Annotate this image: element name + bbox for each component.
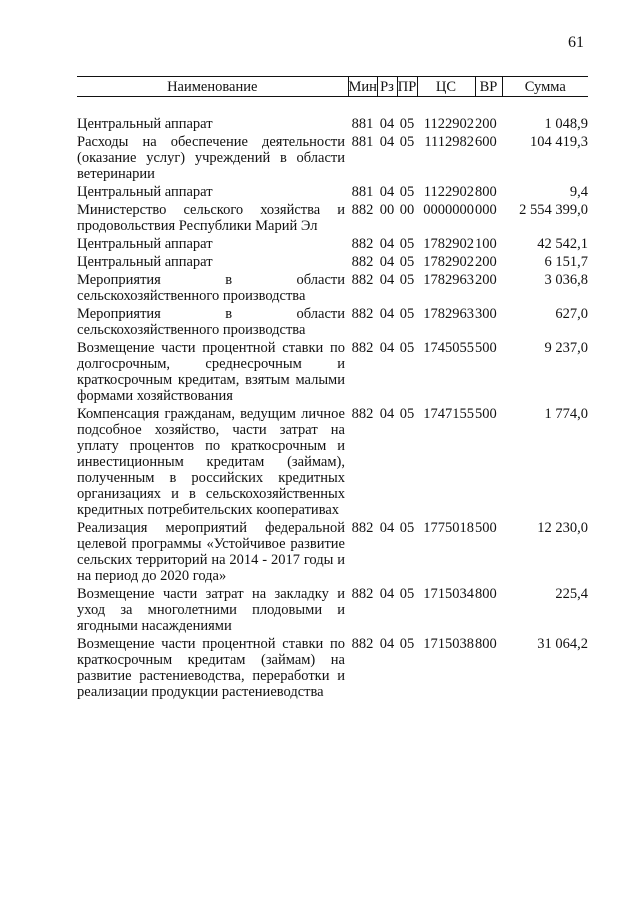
cell-name: Компенсация гражданам, ведущим личное подсобное хозяйство, части затрат на уплату процентов по краткосрочным и инвестиционным кредитам (займам), полученным в российских кредитных организациях и в сельскохозяйственных кредитных потребительских кооперативах (77, 406, 345, 518)
cell-rz: 04 (379, 236, 395, 252)
cell-name: Расходы на обеспечение деятельности (оказание услуг) учреждений в области ветеринарии (77, 134, 345, 182)
cell-min: 882 (351, 272, 374, 288)
table-row (77, 306, 588, 340)
cell-min: 881 (351, 184, 374, 200)
cell-min: 882 (351, 520, 374, 536)
cell-name: Мероприятия в области сельскохозяйственного производства (77, 272, 345, 304)
column-header-rz: Рз (377, 77, 397, 97)
cell-vr: 800 (475, 586, 497, 602)
cell-cs: 1715038 (423, 636, 474, 652)
table-row (77, 636, 588, 702)
cell-name: Центральный аппарат (77, 184, 213, 200)
cell-sum: 31 064,2 (537, 636, 588, 652)
cell-pr: 00 (399, 202, 415, 218)
cell-vr: 800 (475, 184, 497, 200)
cell-rz: 04 (379, 520, 395, 536)
cell-min: 882 (351, 340, 374, 356)
cell-sum: 627,0 (555, 306, 588, 322)
cell-sum: 225,4 (555, 586, 588, 602)
cell-rz: 04 (379, 254, 395, 270)
cell-pr: 05 (399, 340, 415, 356)
table-row (77, 272, 588, 306)
page-number: 61 (568, 34, 584, 51)
column-header-pr: ПР (397, 78, 417, 95)
cell-vr: 300 (475, 306, 497, 322)
cell-pr: 05 (399, 184, 415, 200)
cell-name: Центральный аппарат (77, 236, 213, 252)
cell-rz: 04 (379, 184, 395, 200)
cell-sum: 9 237,0 (544, 340, 588, 356)
cell-min: 882 (351, 306, 374, 322)
cell-vr: 800 (475, 636, 497, 652)
cell-cs: 1112982 (424, 134, 474, 150)
cell-min: 881 (351, 116, 374, 132)
cell-pr: 05 (399, 134, 415, 150)
cell-name: Возмещение части затрат на закладку и уход за многолетними плодовыми и ягодными насаждениями (77, 586, 345, 634)
cell-rz: 04 (379, 116, 395, 132)
cell-vr: 500 (475, 406, 497, 422)
table-row (77, 520, 588, 586)
cell-pr: 05 (399, 116, 415, 132)
table-row (77, 340, 588, 406)
cell-pr: 05 (399, 306, 415, 322)
budget-table (77, 76, 588, 702)
cell-name: Мероприятия в области сельскохозяйственного производства (77, 306, 345, 338)
cell-sum: 2 554 399,0 (519, 202, 588, 218)
cell-vr: 200 (475, 272, 497, 288)
cell-vr: 600 (475, 134, 497, 150)
cell-min: 882 (351, 202, 374, 218)
table-row (77, 406, 588, 520)
cell-rz: 04 (379, 340, 395, 356)
cell-cs: 1122902 (423, 184, 474, 200)
cell-vr: 200 (475, 254, 497, 270)
cell-cs: 1745055 (423, 340, 474, 356)
cell-min: 882 (351, 586, 374, 602)
cell-pr: 05 (399, 272, 415, 288)
cell-pr: 05 (399, 406, 415, 422)
cell-pr: 05 (399, 236, 415, 252)
cell-min: 881 (351, 134, 374, 150)
cell-cs: 1782963 (423, 272, 474, 288)
table-header-row (77, 77, 588, 97)
cell-min: 882 (351, 406, 374, 422)
cell-cs: 1782902 (423, 254, 474, 270)
column-header-vr: ВР (475, 77, 502, 97)
cell-cs: 1747155 (423, 406, 474, 422)
column-header-sum: Сумма (502, 77, 588, 97)
cell-pr: 05 (399, 254, 415, 270)
cell-vr: 000 (475, 202, 497, 218)
cell-cs: 1782902 (423, 236, 474, 252)
table-row (77, 254, 588, 272)
table-row (77, 184, 588, 202)
column-header-name: Наименование (77, 77, 348, 97)
cell-rz: 04 (379, 306, 395, 322)
cell-name: Возмещение части процентной ставки по долгосрочным, среднесрочным и краткосрочным кредитам, взятым малыми формами хозяйствования (77, 340, 345, 404)
table-row (77, 134, 588, 184)
cell-sum: 3 036,8 (544, 272, 588, 288)
cell-min: 882 (351, 236, 374, 252)
cell-sum: 6 151,7 (544, 254, 588, 270)
cell-name: Возмещение части процентной ставки по краткосрочным кредитам (займам) на развитие растениеводства, переработки и реализации продукции растениеводства (77, 636, 345, 700)
cell-rz: 04 (379, 406, 395, 422)
cell-name: Центральный аппарат (77, 116, 213, 132)
cell-sum: 42 542,1 (537, 236, 588, 252)
cell-pr: 05 (399, 636, 415, 652)
column-header-min: Мин (348, 78, 377, 95)
cell-pr: 05 (399, 520, 415, 536)
cell-vr: 500 (475, 520, 497, 536)
cell-sum: 9,4 (569, 184, 588, 200)
table-row (77, 202, 588, 236)
cell-rz: 00 (379, 202, 395, 218)
cell-cs: 1775018 (423, 520, 474, 536)
column-header-cs: ЦС (417, 77, 475, 97)
cell-rz: 04 (379, 586, 395, 602)
cell-rz: 04 (379, 134, 395, 150)
cell-sum: 1 048,9 (544, 116, 588, 132)
table-row (77, 586, 588, 636)
cell-rz: 04 (379, 272, 395, 288)
cell-sum: 1 774,0 (544, 406, 588, 422)
cell-name: Центральный аппарат (77, 254, 213, 270)
cell-vr: 100 (475, 236, 497, 252)
cell-min: 882 (351, 636, 374, 652)
cell-cs: 1122902 (423, 116, 474, 132)
cell-vr: 200 (475, 116, 497, 132)
cell-min: 882 (351, 254, 374, 270)
cell-vr: 500 (475, 340, 497, 356)
cell-rz: 04 (379, 636, 395, 652)
cell-pr: 05 (399, 586, 415, 602)
table-row (77, 116, 588, 134)
cell-name: Министерство сельского хозяйства и продовольствия Республики Марий Эл (77, 202, 345, 234)
cell-cs: 0000000 (423, 202, 474, 218)
table-spacer-row (77, 97, 588, 117)
cell-name: Реализация мероприятий федеральной целевой программы «Устойчивое развитие сельских территорий на 2014 - 2017 годы и на период до 2020 года» (77, 520, 345, 584)
cell-cs: 1715034 (423, 586, 474, 602)
cell-sum: 12 230,0 (537, 520, 588, 536)
cell-sum: 104 419,3 (530, 134, 588, 150)
table-row (77, 236, 588, 254)
cell-cs: 1782963 (423, 306, 474, 322)
